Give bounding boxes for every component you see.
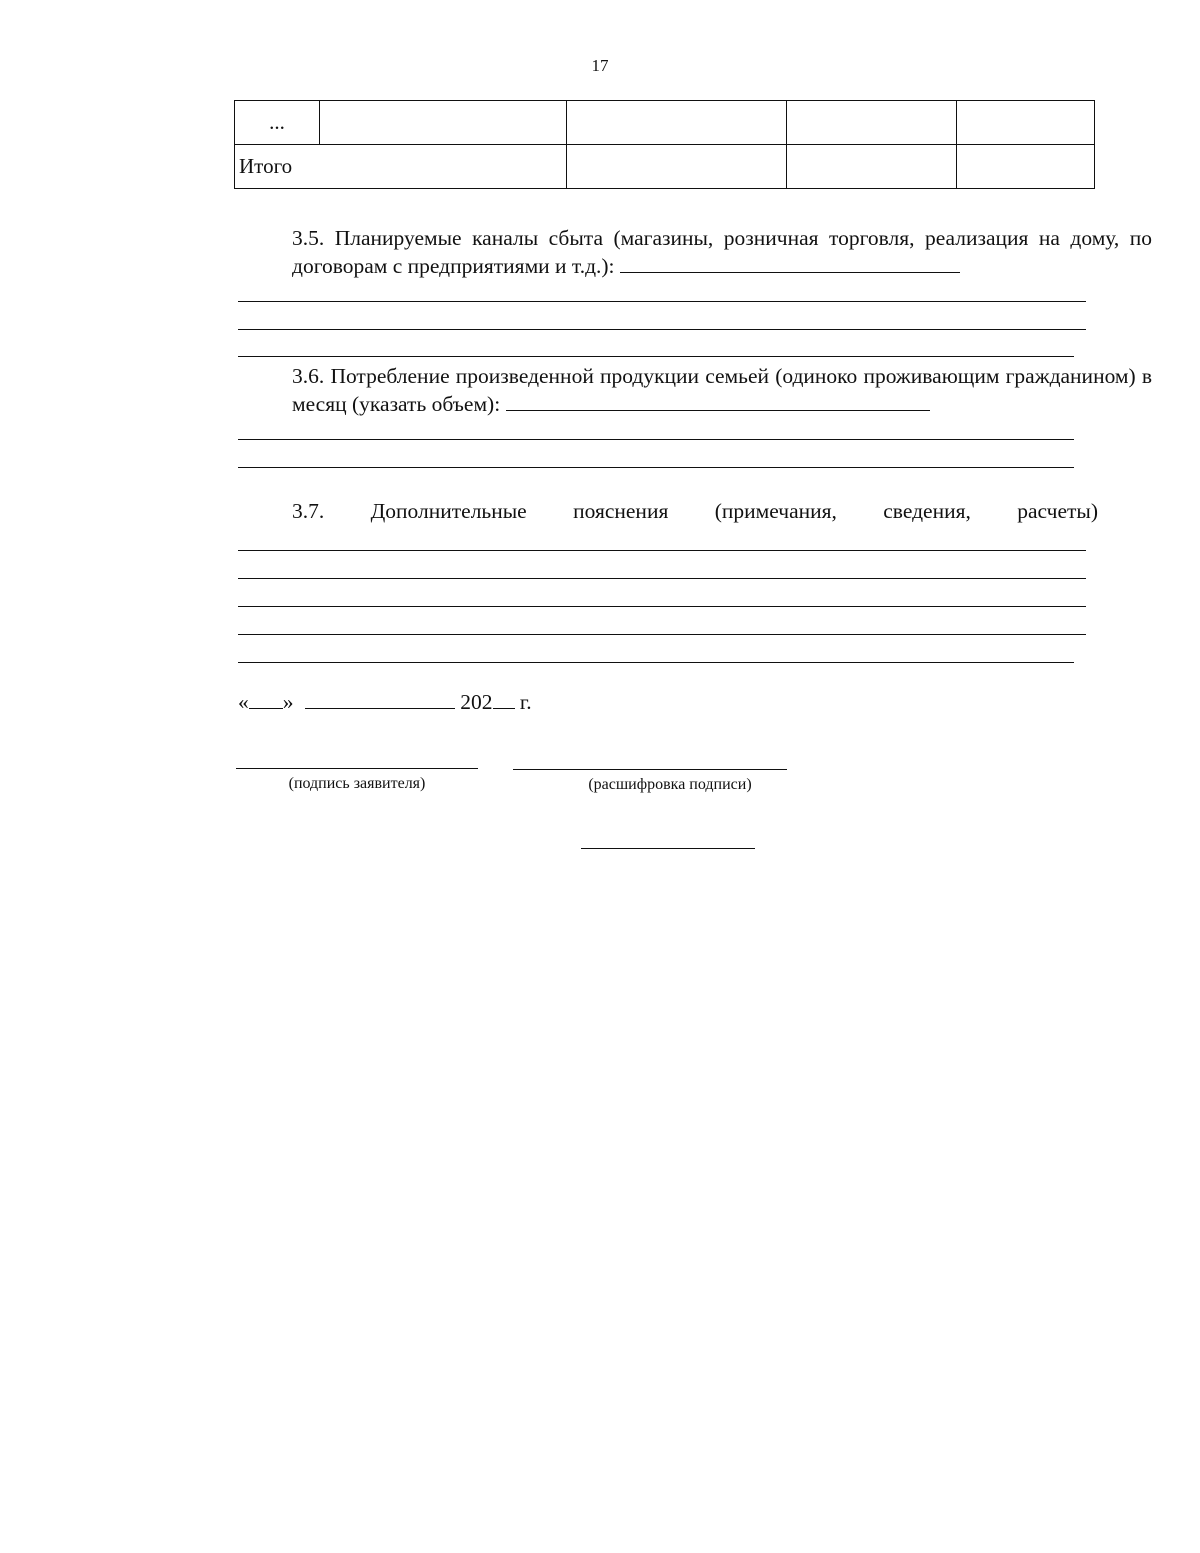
section-3-7-word: 3.7.	[292, 499, 325, 523]
signature-caption: (подпись заявителя)	[288, 775, 426, 792]
year-suffix: г.	[519, 690, 532, 714]
signature-line[interactable]	[236, 768, 478, 769]
table-cell	[787, 101, 957, 145]
blank-line[interactable]	[238, 550, 1086, 551]
blank-line[interactable]	[620, 272, 960, 273]
table-cell	[957, 145, 1095, 189]
table-row	[235, 101, 1095, 145]
table-cell-ellipsis: ...	[235, 101, 320, 145]
blank-line[interactable]	[238, 329, 1086, 330]
table-row-total	[235, 145, 1095, 189]
decoding-caption: (расшифровка подписи)	[588, 776, 752, 793]
blank-line[interactable]	[238, 439, 1074, 440]
signature-decoding-line[interactable]	[513, 769, 787, 770]
blank-line[interactable]	[238, 662, 1074, 663]
date-open-quote: «	[238, 690, 249, 714]
date-close-quote: »	[282, 690, 294, 714]
blank-line[interactable]	[238, 356, 1074, 357]
table-cell	[567, 145, 787, 189]
page-number: 17	[591, 56, 609, 75]
day-blank[interactable]	[249, 708, 283, 709]
blank-line[interactable]	[238, 634, 1086, 635]
blank-line[interactable]	[238, 578, 1086, 579]
section-3-7-word: (примечания,	[714, 499, 837, 523]
month-blank[interactable]	[305, 708, 455, 709]
year-prefix: 202	[460, 690, 493, 714]
section-3-5-number: 3.5.	[292, 226, 325, 250]
section-3-7-word: пояснения	[573, 499, 669, 523]
total-label: Итого	[235, 145, 567, 189]
section-3-7	[292, 497, 1098, 525]
blank-line[interactable]	[238, 301, 1086, 302]
table-cell	[567, 101, 787, 145]
section-3-7-word: Дополнительные	[370, 499, 527, 523]
table-cell	[787, 145, 957, 189]
section-3-5	[238, 224, 1152, 280]
section-3-6-text: Потребление произведенной продукции семьей (одиноко проживающим гражданином) в месяц (указать объем):	[292, 364, 1153, 416]
income-table	[234, 100, 1095, 189]
end-separator-line	[581, 848, 755, 849]
table-cell	[320, 101, 567, 145]
table-cell	[957, 101, 1095, 145]
section-3-7-word: расчеты)	[1017, 499, 1098, 523]
section-3-5-text: Планируемые каналы сбыта (магазины, розничная торговля, реализация на дому, по договорам с предприятиями и т.д.):	[292, 226, 1152, 278]
section-3-6	[238, 362, 1152, 418]
blank-line[interactable]	[506, 410, 930, 411]
date-field	[238, 690, 532, 715]
section-3-6-number: 3.6.	[292, 364, 325, 388]
blank-line[interactable]	[238, 467, 1074, 468]
year-blank[interactable]	[493, 708, 515, 709]
section-3-7-word: сведения,	[883, 499, 971, 523]
blank-line[interactable]	[238, 606, 1086, 607]
